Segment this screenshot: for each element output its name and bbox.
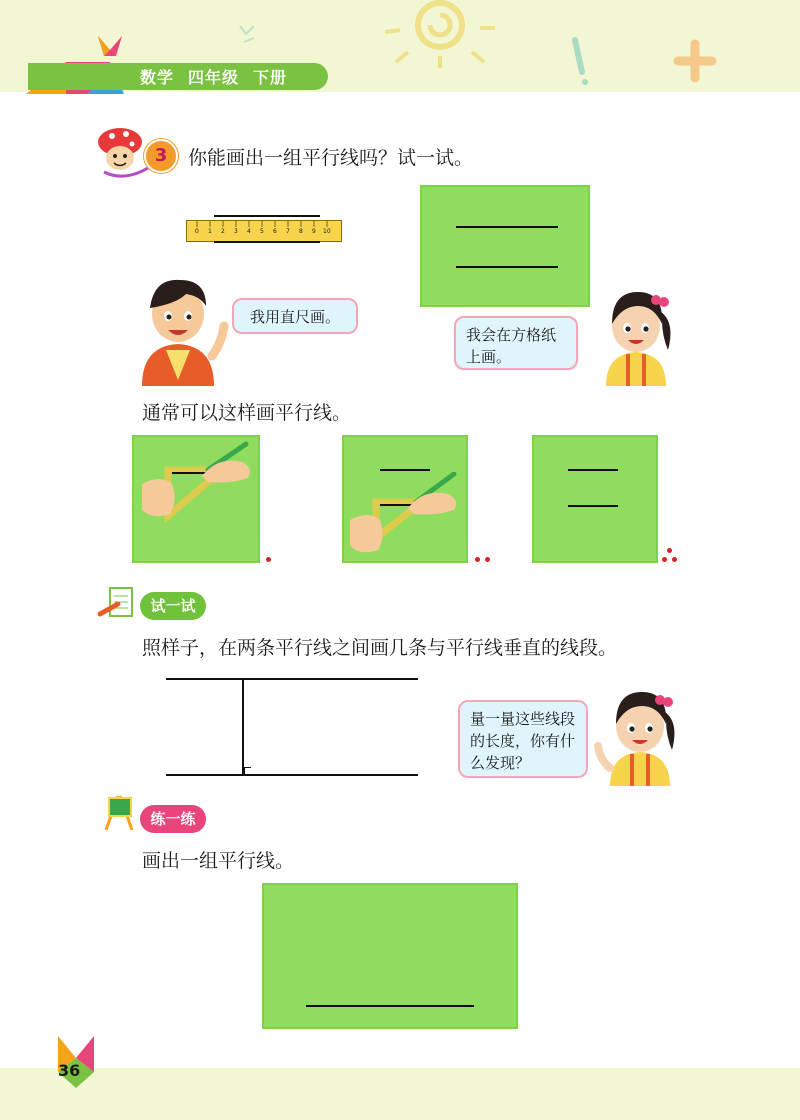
doodle-decoration	[560, 30, 740, 90]
graph-paper-example	[420, 185, 590, 307]
step3-line-top	[568, 469, 618, 471]
sun-decoration	[380, 0, 500, 70]
easel-board-icon	[100, 788, 138, 832]
practice-graph-paper	[262, 883, 518, 1029]
mushroom-mascot-icon	[94, 124, 150, 180]
bottom-banner	[0, 1068, 800, 1120]
boy-character-icon	[128, 278, 238, 386]
ruler-icon: 0 1 2 3 4 5 6 7 8 9 10	[186, 220, 342, 242]
step2-marker-a	[475, 557, 480, 562]
step3-marker-b	[662, 557, 667, 562]
girl-waving-character-icon	[594, 688, 690, 786]
problem-question: 你能画出一组平行线吗？试一试。	[188, 147, 474, 169]
step2-marker-b	[485, 557, 490, 562]
step2-drawn-line	[380, 469, 430, 471]
practice-instruction: 画出一组平行线。	[142, 850, 295, 872]
right-angle-mark	[244, 767, 251, 774]
parallel-line-top	[166, 678, 418, 680]
page-number: 36	[58, 1061, 81, 1080]
girl-speech-bubble-grid: 我会在方格纸上画。	[454, 316, 578, 370]
boy-speech-bubble: 我用直尺画。	[232, 298, 358, 334]
step2-hand-triangle-icon	[346, 472, 472, 560]
practice-given-line	[306, 1005, 474, 1007]
method-text: 通常可以这样画平行线。	[142, 402, 352, 424]
step1-hand-triangle-icon	[138, 440, 264, 526]
notebook-pencil-icon	[96, 584, 140, 624]
girl-character-icon	[600, 290, 682, 386]
volume-label: 下册	[253, 68, 288, 87]
step1-marker	[266, 557, 271, 562]
try-instruction: 照样子，在两条平行线之间画几条与平行线垂直的线段。	[142, 637, 618, 659]
step3-line-bottom	[568, 505, 618, 507]
grid-parallel-line-bottom	[456, 266, 558, 268]
problem-number-badge: 3	[144, 139, 178, 173]
perpendicular-segment	[242, 678, 244, 774]
grade-label: 四年级	[188, 68, 240, 87]
practice-label-pill: 练一练	[140, 805, 206, 833]
grid-parallel-line-top	[456, 226, 558, 228]
step3-marker-c	[672, 557, 677, 562]
book-header	[140, 65, 301, 88]
parallel-line-bottom	[166, 774, 418, 776]
ruler-parallel-line-top	[214, 215, 320, 217]
step3-marker-a	[667, 548, 672, 553]
subject-label: 数学	[140, 68, 175, 87]
star-doodle	[232, 20, 272, 50]
try-label-pill: 试一试	[140, 592, 206, 620]
girl-speech-bubble-measure: 量一量这些线段的长度，你有什么发现？	[458, 700, 588, 778]
step3-grid	[532, 435, 658, 563]
ruler-parallel-line-bottom	[214, 241, 320, 243]
